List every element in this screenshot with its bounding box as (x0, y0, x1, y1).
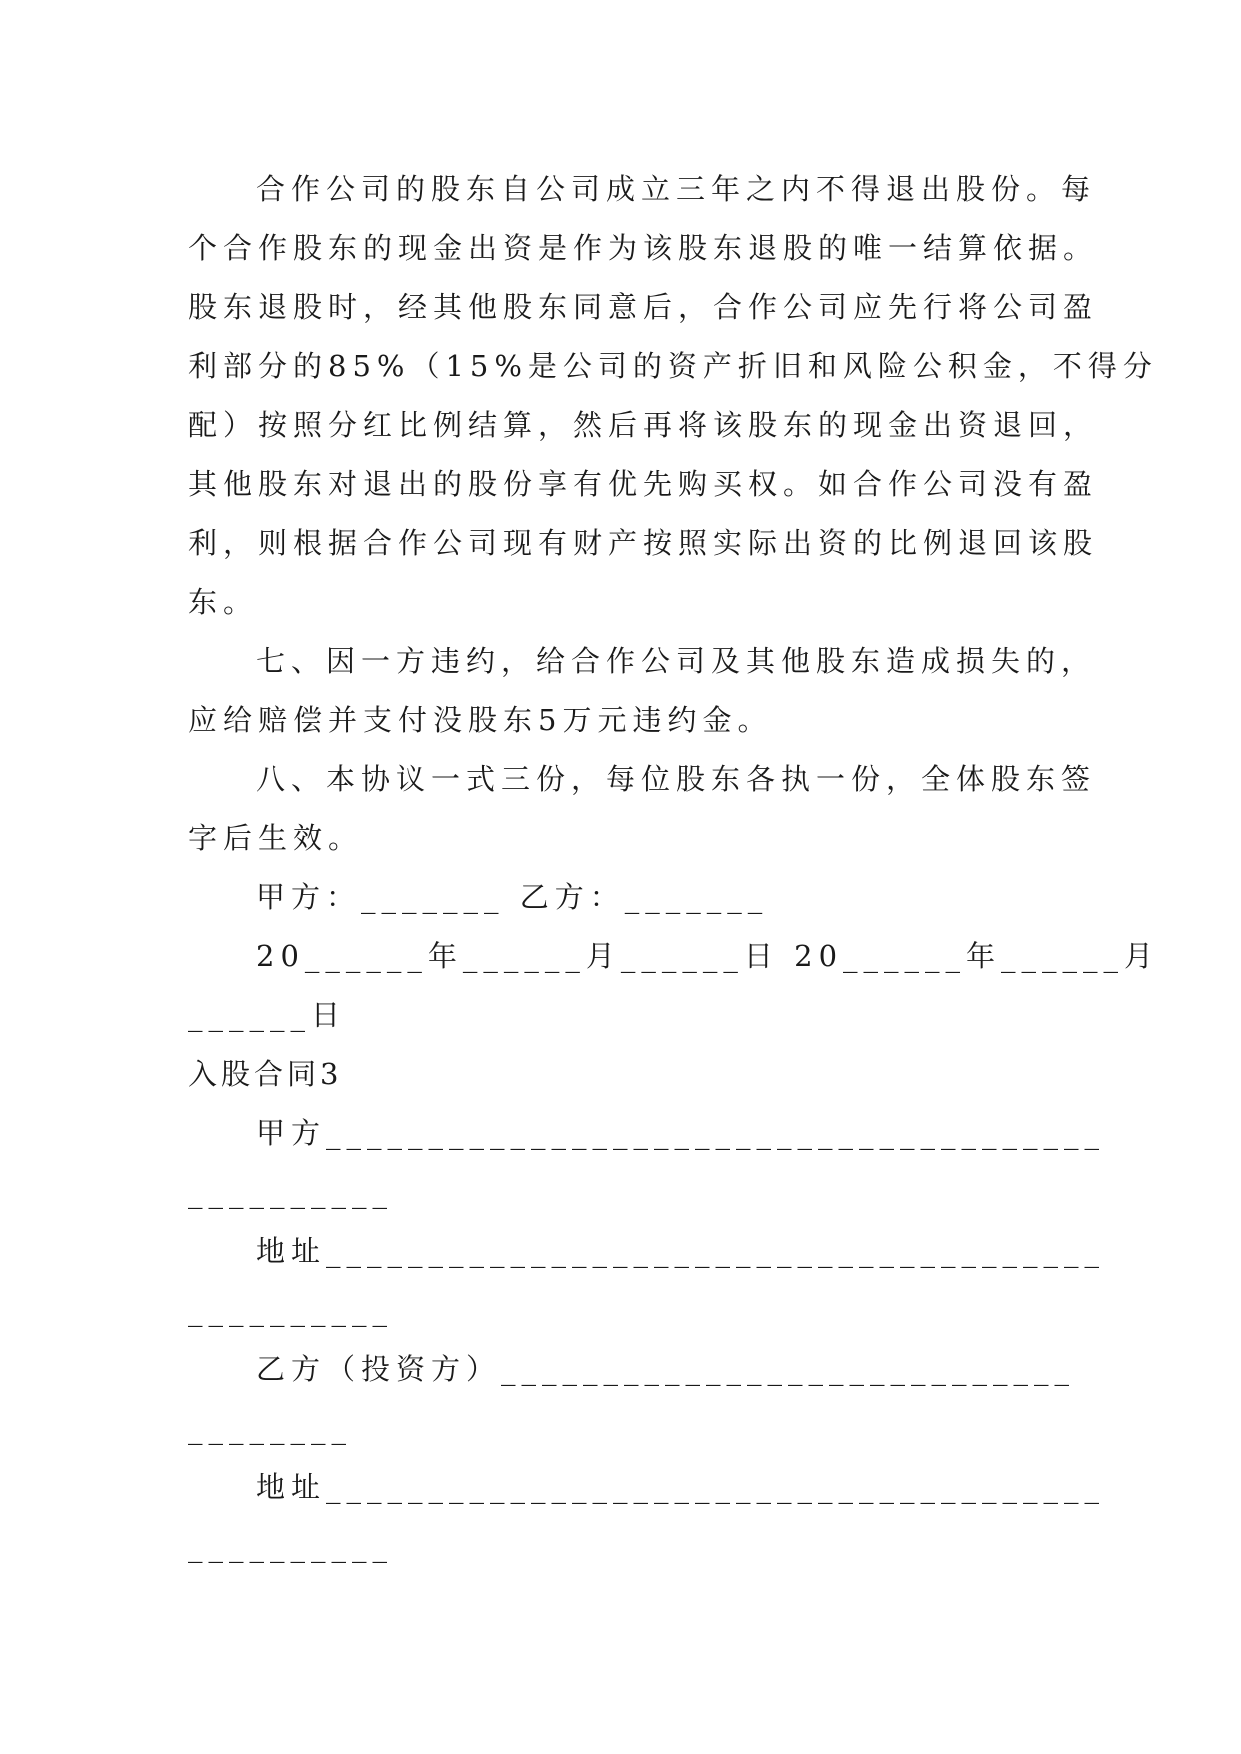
address-field-continued: __________ (188, 1293, 393, 1327)
paragraph-line: 个合作股东的现金出资是作为该股东退股的唯一结算依据。 (188, 231, 1099, 265)
paragraph-line: 合作公司的股东自公司成立三年之内不得退出股份。每 (256, 172, 1097, 206)
party-a-field-continued: __________ (188, 1175, 393, 1209)
document-body (188, 160, 1160, 1576)
signature-parties-line: 甲方：_______ 乙方：_______ (256, 880, 769, 914)
address-field: 地址______________________________________ (256, 1234, 1106, 1268)
paragraph-line: 利部分的85%（15%是公司的资产折旧和风险公积金，不得分 (188, 349, 1158, 383)
party-a-field: 甲方______________________________________ (256, 1116, 1106, 1150)
signature-date-line: 20______年______月______日 20______年______月 (256, 939, 1160, 973)
paragraph-line: 其他股东对退出的股份享有优先购买权。如合作公司没有盈 (188, 467, 1099, 501)
paragraph-line: 东。 (188, 585, 259, 619)
party-b-investor-field: 乙方（投资方）____________________________ (256, 1352, 1076, 1386)
paragraph-line: 配）按照分红比例结算，然后再将该股东的现金出资退回， (188, 408, 1099, 442)
signature-date-line: ______日 (188, 998, 347, 1032)
clause-eight-line: 字后生效。 (188, 821, 364, 855)
clause-seven-line: 应给赔偿并支付没股东5万元违约金。 (188, 703, 773, 737)
contract-heading: 入股合同3 (188, 1057, 343, 1091)
clause-eight-line: 八、本协议一式三份，每位股东各执一份，全体股东签 (256, 762, 1097, 796)
paragraph-line: 利，则根据合作公司现有财产按照实际出资的比例退回该股 (188, 526, 1099, 560)
party-b-investor-field-continued: ________ (188, 1411, 352, 1445)
address-field: 地址______________________________________ (256, 1470, 1106, 1504)
address-field-continued: __________ (188, 1529, 393, 1563)
paragraph-line: 股东退股时，经其他股东同意后，合作公司应先行将公司盈 (188, 290, 1099, 324)
clause-seven-line: 七、因一方违约，给合作公司及其他股东造成损失的， (256, 644, 1097, 678)
